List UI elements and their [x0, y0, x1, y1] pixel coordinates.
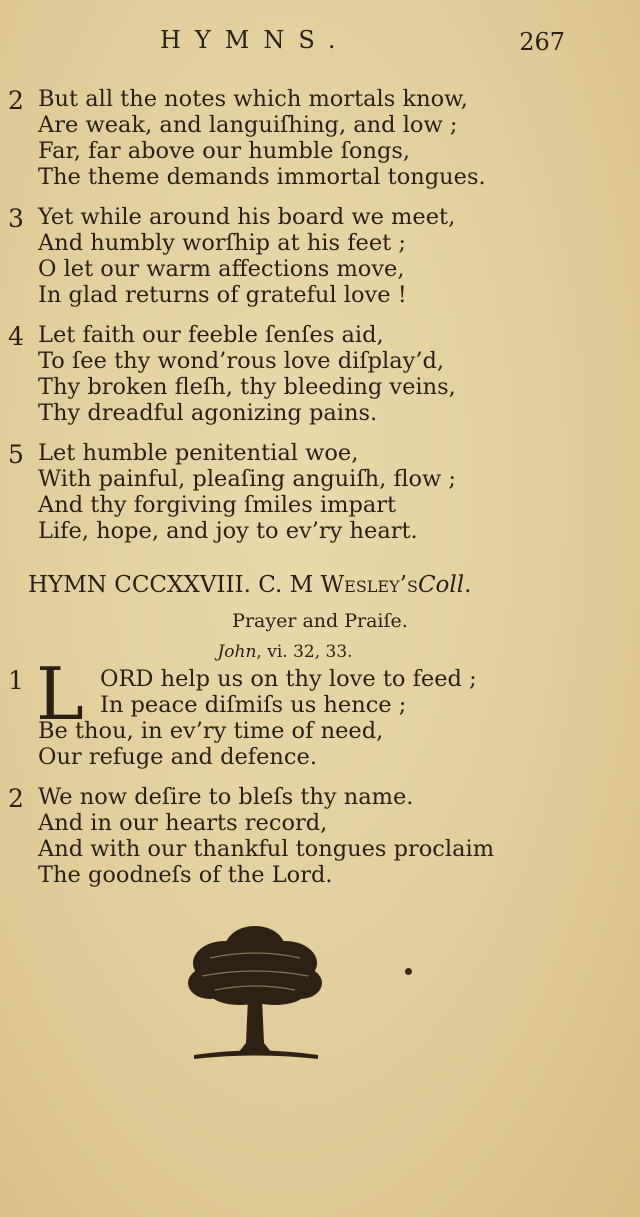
hymn-title [28, 572, 471, 598]
hymn-number-meter: HYMN CCCXXVIII. C. M [28, 572, 314, 598]
verse-line: Far, far above our humble ſongs, [38, 138, 411, 164]
ink-dot [405, 968, 412, 975]
verse-line: But all the notes which mortals know, [38, 86, 468, 112]
scripture-chapter-verse: , vi. 32, 33. [256, 642, 353, 662]
verse-line: Thy broken fleſh, thy bleeding veins, [38, 374, 456, 400]
verse-line: The goodneſs of the Lord. [38, 862, 333, 888]
hymn-stanza-1 [8, 666, 608, 770]
stanza-2 [8, 86, 608, 190]
running-head: HYMNS. [160, 26, 350, 54]
verse-line: In peace diſmiſs us hence ; [100, 692, 407, 718]
verse-line: Thy dreadful agonizing pains. [38, 400, 378, 426]
verse-line: Let faith our feeble ſenſes aid, [38, 322, 384, 348]
stanza-number: 3 [8, 204, 24, 233]
verse-line: The theme demands immortal tongues. [38, 164, 486, 190]
verse-line: Be thou, in ev’ry time of need, [38, 718, 384, 744]
stanza-number: 4 [8, 322, 24, 351]
stanza-4 [8, 322, 608, 426]
hymn-stanza-2 [8, 784, 608, 888]
stanza-5 [8, 440, 608, 544]
drop-cap: L [36, 652, 84, 736]
verse-line: ORD help us on thy love to feed ; [100, 666, 477, 692]
stanza-number: 5 [8, 440, 24, 469]
verse-line: In glad returns of grateful love ! [38, 282, 407, 308]
verse-line: We now deſire to bleſs thy name. [38, 784, 414, 810]
verse-line: And thy forgiving ſmiles impart [38, 492, 397, 518]
verse-line: Life, hope, and joy to ev’ry heart. [38, 518, 418, 544]
stanza-3 [8, 204, 608, 308]
verse-line: With painful, pleaſing anguiſh, flow ; [38, 466, 456, 492]
stanza-number: 2 [8, 784, 24, 813]
verse-line: Let humble penitential woe, [38, 440, 359, 466]
tree-ornament-icon [180, 918, 330, 1068]
verse-line: And humbly worſhip at his feet ; [38, 230, 406, 256]
verse-line: And with our thankful tongues proclaim [38, 836, 495, 862]
stanza-number: 1 [8, 666, 24, 695]
verse-line: Our refuge and defence. [38, 744, 317, 770]
stanza-number: 2 [8, 86, 24, 115]
verse-line: O let our warm affections move, [38, 256, 405, 282]
verse-line: And in our hearts record, [38, 810, 328, 836]
scripture-reference [0, 642, 570, 662]
verse-line: Are weak, and languiſhing, and low ; [38, 112, 458, 138]
hymn-author: Wesley’s [320, 572, 418, 598]
hymn-collection: Coll. [417, 572, 472, 598]
scripture-book: John [217, 642, 257, 662]
verse-line: To ſee thy wond’rous love diſplay’d, [38, 348, 445, 374]
page-number: 267 [519, 28, 565, 56]
verse-line: Yet while around his board we meet, [38, 204, 456, 230]
hymn-subject: Prayer and Praiſe. [232, 610, 408, 632]
